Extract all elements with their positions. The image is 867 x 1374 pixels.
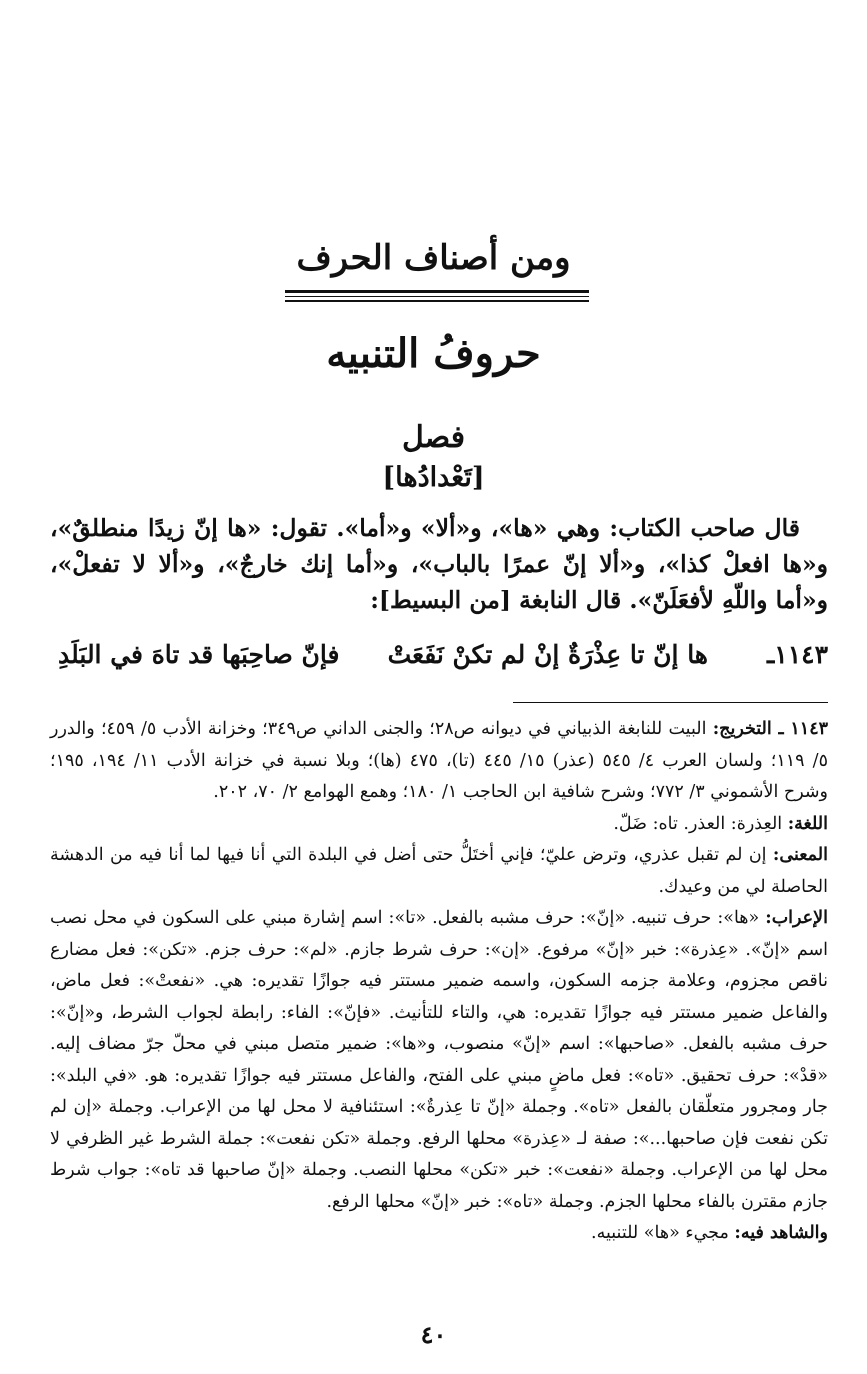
note-irab <box>50 903 828 1218</box>
chapter-title: حروفُ التنبيه <box>326 330 541 377</box>
intro-paragraph <box>50 510 828 618</box>
note-takhrij <box>50 714 828 809</box>
footnote-separator <box>513 702 828 703</box>
title-rule-bottom <box>285 300 589 302</box>
note-label: اللغة: <box>787 813 828 834</box>
note-maana <box>50 840 828 903</box>
note-text: العِذرة: العذر. تاه: ضَلّ. <box>613 813 783 834</box>
note-text: البيت للنابغة الذبياني في ديوانه ص٢٨؛ والجنى الداني ص٣٤٩؛ وخزانة الأدب ٥/ ٤٥٩؛ والدرر ٥/ ١١٩؛ ولسان العرب ٤/ ٥٤٥ (عذر) ١٥/ ٤٤٥ (تا)، ٤٧٥ (ها)؛ وبلا نسبة في خزانة الأدب ١١/ ١٩٤، ١٩٥؛ وشرح الأشموني ٣/ ٧٧٢؛ وشرح شافية ابن الحاجب ١/ ١٨٠؛ وهمع الهوامع ٢/ ٧٠، ٢٠٢. <box>50 719 828 802</box>
note-text: «ها»: حرف تنبيه. «إنّ»: حرف مشبه بالفعل. «تا»: اسم إشارة مبني على السكون في محل نصب اسم «إنّ». «عِذرة»: خبر «إنّ» مرفوع. «إن»: حرف شرط جازم. «لم»: حرف جزم. «تكن»: فعل مضارع ناقص مجزوم، وعلامة جزمه السكون، واسمه ضمير مستتر فيه جوازًا تقديره: هي. «نفعتْ»: فعل ماض، والفاعل ضمير مستتر فيه جوازًا تقديره: هي، والتاء للتأنيث. «فإنّ»: الفاء: رابطة لجواب الشرط، و«إنّ»: حرف مشبه بالفعل. «صاحبها»: اسم «إنّ» منصوب، و«ها»: ضمير متصل مبني في محلّ جرّ مضاف إليه. «قدْ»: حرف تحقيق. «تاه»: فعل ماضٍ مبني على الفتح، والفاعل مستتر فيه جوازًا تقديره: هو. «في البلد»: جار ومجرور متعلّقان بالفعل «تاه». وجملة «إنّ تا عِذرةٌ»: استئنافية لا محل لها من الإعراب. وجملة «إن لم تكن نفعت فإن صاحبها...»: صفة لـ «عِذرة» محلها الرفع. وجملة «تكن نفعت»: جملة الشرط غير الظرفي لا محل لها من الإعراب. وجملة «نفعت»: خبر «تكن» محلها النصب. وجملة «إنّ صاحبها قد تاه»: جواب شرط جازم مقترن بالفاء محلها الجزم. وجملة «تاه»: خبر «إنّ» محلها الرفع. <box>50 908 828 1212</box>
verse-first-hemistich: ها إنّ تا عِذْرَةٌ إنْ لم تكنْ نَفَعَتْ <box>387 640 708 669</box>
note-label: ١١٤٣ ـ التخريج: <box>712 719 829 739</box>
note-shahid <box>50 1218 828 1250</box>
page-number: ٤٠ <box>420 1320 447 1349</box>
subtitle-heading: [تَعْدادُها] <box>382 462 485 493</box>
note-text: مجيء «ها» للتنبيه. <box>591 1223 729 1243</box>
title-rule-top <box>285 290 589 293</box>
verse-second-hemistich: فإنّ صاحِبَها قد تاهَ في البَلَدِ <box>58 640 340 669</box>
note-label: المعنى: <box>772 845 828 865</box>
footnotes <box>50 714 828 1250</box>
note-label: والشاهد فيه: <box>734 1223 828 1243</box>
fasl-heading: فصل <box>401 420 466 455</box>
intro-text: قال صاحب الكتاب: وهي «ها»، و«ألا» و«أما». تقول: «ها إنّ زيدًا منطلقٌ»، و«ها افعلْ كذا»، و«ألا إنّ عمرًا بالباب»، و«أما إنك خارجٌ»، و«ألا لا تفعلْ»، و«أما واللّهِ لأفعَلَنّ». قال النابغة [من البسيط]: <box>50 514 828 614</box>
section-title: ومن أصناف الحرف <box>296 238 571 278</box>
note-lugha <box>50 809 828 841</box>
note-label: الإعراب: <box>765 908 828 928</box>
note-text: إن لم تقبل عذري، وترض عليّ؛ فإني أختَلُّ حتى أضل في البلدة التي أنا فيها لما أنا فيه من الدهشة الحاصلة لي من وعيدك. <box>50 845 828 897</box>
verse-number: ١١٤٣ـ <box>766 640 828 669</box>
title-rule-middle <box>285 296 589 297</box>
poetry-verse <box>58 640 828 680</box>
